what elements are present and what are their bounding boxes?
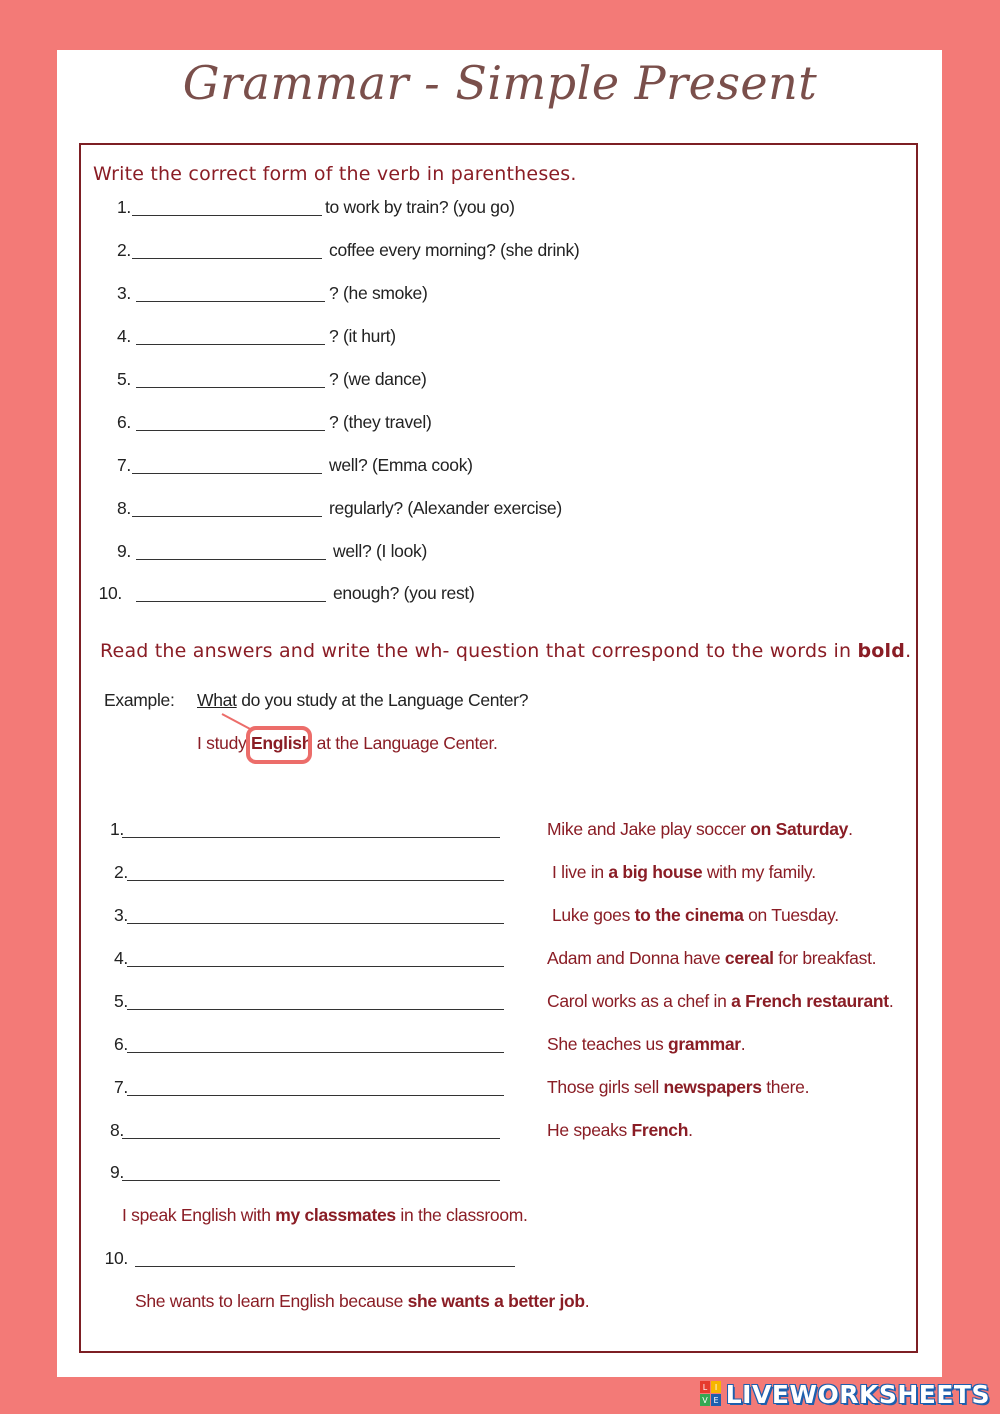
question-blank[interactable] — [127, 862, 504, 881]
footer-logo — [700, 1378, 990, 1410]
liveworksheets-badge-icon — [700, 1381, 722, 1407]
wh-question-item — [0, 905, 128, 931]
item-number: 1. — [117, 197, 131, 217]
item-text: coffee every morning? (she drink) — [329, 240, 580, 260]
question-blank[interactable] — [127, 948, 504, 967]
item-number: 8. — [117, 498, 131, 518]
item-number: 3. — [117, 283, 131, 303]
wh-question-item — [0, 1120, 124, 1146]
answer-blank[interactable] — [136, 583, 326, 602]
item-number: 4. — [114, 948, 128, 968]
badge-letter: L — [702, 1383, 707, 1392]
question-blank[interactable] — [122, 819, 500, 838]
item-text: well? (Emma cook) — [329, 455, 473, 475]
answer-blank[interactable] — [132, 498, 322, 517]
verb-exercise-item — [0, 412, 900, 438]
item-number: 10. — [104, 1248, 128, 1268]
footer-brand-name: LIVEWORKSHEETS — [725, 1379, 990, 1409]
answer-sentence: She teaches us grammar. — [547, 1034, 746, 1054]
answer-blank[interactable] — [136, 412, 325, 431]
question-blank[interactable] — [127, 905, 504, 924]
question-blank[interactable] — [135, 1248, 515, 1267]
verb-exercise-item — [0, 369, 900, 395]
question-blank[interactable] — [127, 1034, 504, 1053]
item-number: 3. — [114, 905, 128, 925]
answer-blank[interactable] — [136, 369, 325, 388]
verb-exercise-item — [0, 455, 900, 481]
answer-sentence: I live in a big house with my family. — [552, 862, 816, 882]
item-number: 9. — [117, 541, 131, 561]
question-blank[interactable] — [122, 1120, 500, 1139]
answer-blank[interactable] — [136, 326, 325, 345]
verb-exercise-item — [0, 283, 900, 309]
answer-sentence: Luke goes to the cinema on Tuesday. — [552, 905, 839, 925]
wh-question-item — [0, 862, 128, 888]
badge-letter: I — [714, 1383, 717, 1392]
item-text: regularly? (Alexander exercise) — [329, 498, 562, 518]
answer-sentence: She wants to learn English because she wants a better job. — [135, 1291, 590, 1311]
item-number: 7. — [114, 1077, 128, 1097]
item-number: 6. — [114, 1034, 128, 1054]
item-text: enough? (you rest) — [333, 583, 475, 603]
item-number: 8. — [110, 1120, 124, 1140]
verb-exercise-item — [0, 583, 900, 609]
item-text: to work by train? (you go) — [325, 197, 515, 217]
answer-blank[interactable] — [132, 455, 322, 474]
example-answer: I study English at the Language Center. — [197, 733, 498, 753]
badge-letter: V — [701, 1396, 708, 1405]
answer-sentence: Those girls sell newspapers there. — [547, 1077, 810, 1097]
wh-question-item — [0, 1034, 128, 1060]
item-number: 5. — [117, 369, 131, 389]
item-number: 6. — [117, 412, 131, 432]
section1-instruction: Write the correct form of the verb in parentheses. — [93, 163, 577, 185]
wh-question-item — [0, 1248, 128, 1274]
item-number: 10. — [98, 583, 122, 603]
wh-question-item — [0, 1077, 128, 1103]
answer-blank[interactable] — [136, 541, 326, 560]
verb-exercise-item — [0, 498, 900, 524]
item-text: ? (it hurt) — [329, 326, 396, 346]
answer-sentence: Adam and Donna have cereal for breakfast. — [547, 948, 877, 968]
answer-sentence: He speaks French. — [547, 1120, 693, 1140]
item-number: 7. — [117, 455, 131, 475]
answer-sentence: Mike and Jake play soccer on Saturday. — [547, 819, 853, 839]
item-number: 9. — [110, 1162, 124, 1182]
answer-blank[interactable] — [132, 197, 322, 216]
item-number: 2. — [114, 862, 128, 882]
example-question: What do you study at the Language Center? — [197, 690, 529, 710]
verb-exercise-item — [0, 541, 900, 567]
question-blank[interactable] — [122, 1162, 500, 1181]
wh-question-item — [0, 819, 124, 845]
item-number: 1. — [110, 819, 124, 839]
wh-question-item — [0, 1162, 124, 1188]
answer-sentence: Carol works as a chef in a French restaurant. — [547, 991, 894, 1011]
badge-letter: E — [713, 1396, 719, 1405]
item-number: 2. — [117, 240, 131, 260]
section2-instruction: Read the answers and write the wh- question that correspond to the words in bold. — [100, 640, 912, 662]
question-blank[interactable] — [127, 991, 504, 1010]
item-number: 4. — [117, 326, 131, 346]
verb-exercise-item — [0, 197, 900, 223]
answer-blank[interactable] — [132, 240, 322, 259]
verb-exercise-item — [0, 326, 900, 352]
example-highlight-box — [246, 726, 312, 764]
answer-sentence: I speak English with my classmates in the classroom. — [122, 1205, 528, 1225]
answer-blank[interactable] — [136, 283, 325, 302]
question-blank[interactable] — [127, 1077, 504, 1096]
item-text: ? (we dance) — [329, 369, 427, 389]
item-text: well? (I look) — [333, 541, 428, 561]
wh-question-item — [0, 991, 128, 1017]
item-text: ? (they travel) — [329, 412, 432, 432]
page-title: Grammar - Simple Present — [182, 56, 818, 110]
verb-exercise-item — [0, 240, 900, 266]
example-label: Example: — [104, 690, 175, 710]
item-text: ? (he smoke) — [329, 283, 428, 303]
wh-question-item — [0, 948, 128, 974]
item-number: 5. — [114, 991, 128, 1011]
